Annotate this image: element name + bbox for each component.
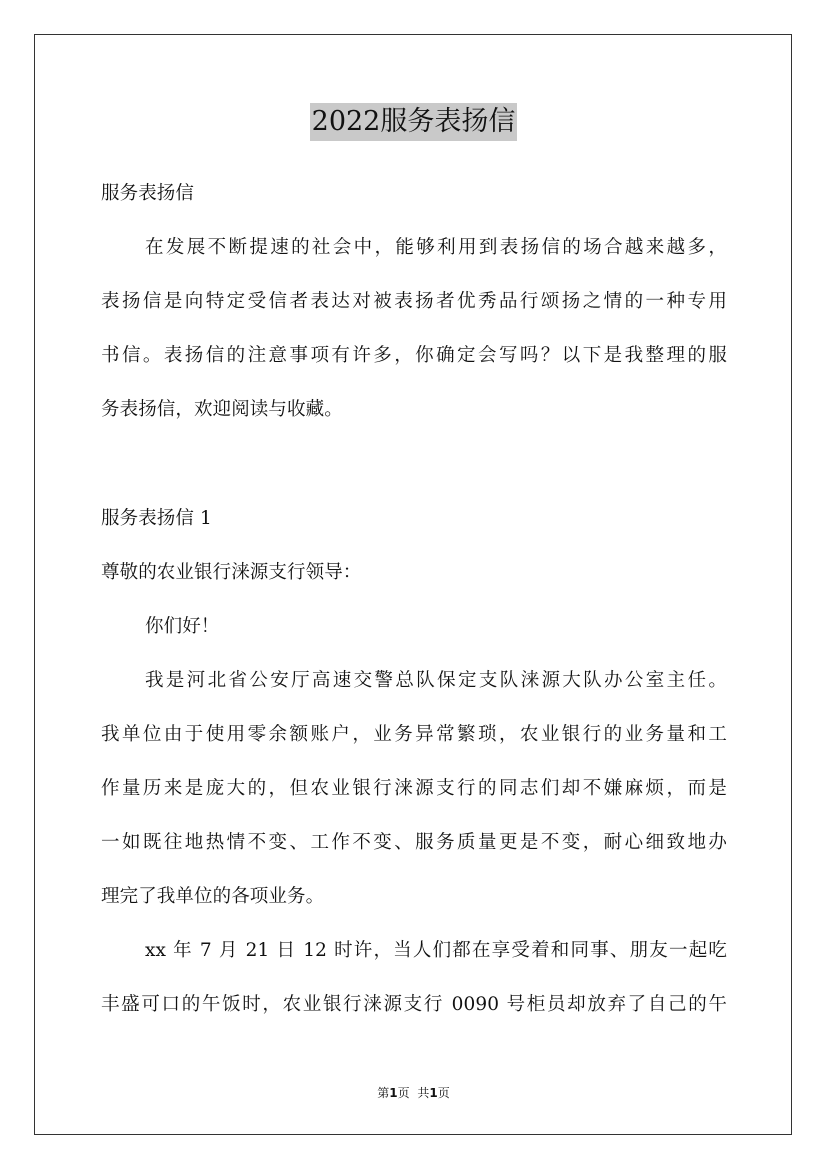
letter-heading: 服务表扬信 1 [101, 508, 212, 529]
salutation: 尊敬的农业银行涞源支行领导： [101, 562, 362, 583]
page-number: 1 [389, 1086, 398, 1100]
paragraph-line: 书信。表扬信的注意事项有许多，你确定会写吗？以下是我整理的服 [101, 345, 727, 366]
total-pages: 1 [429, 1086, 438, 1100]
greeting: 你们好！ [145, 616, 220, 637]
total-suffix: 页 [437, 1086, 450, 1100]
page-prefix: 第 [377, 1086, 390, 1100]
paragraph-line: 务表扬信，欢迎阅读与收藏。 [101, 399, 343, 420]
paragraph-line: 一如既往地热情不变、工作不变、服务质量更是不变，耐心细致地办 [101, 832, 727, 853]
section-heading: 服务表扬信 [101, 183, 195, 204]
paragraph-line: 我是河北省公安厅高速交警总队保定支队涞源大队办公室主任。 [145, 670, 727, 691]
document-title: 2022服务表扬信 [310, 103, 518, 141]
paragraph-line: 我单位由于使用零余额账户，业务异常繁琐，农业银行的业务量和工 [101, 724, 727, 745]
title-container [0, 103, 827, 141]
paragraph-line: 表扬信是向特定受信者表达对被表扬者优秀品行颂扬之情的一种专用 [101, 291, 727, 312]
paragraph-line: 理完了我单位的各项业务。 [101, 886, 325, 907]
page-suffix: 页 [397, 1086, 410, 1100]
paragraph-line: 在发展不断提速的社会中，能够利用到表扬信的场合越来越多， [145, 237, 727, 258]
total-prefix: 共 [417, 1086, 430, 1100]
paragraph-line: xx 年 7 月 21 日 12 时许，当人们都在享受着和同事、朋友一起吃 [145, 940, 727, 961]
page-footer [0, 1084, 827, 1101]
paragraph-line: 作量历来是庞大的，但农业银行涞源支行的同志们却不嫌麻烦，而是 [101, 778, 727, 799]
paragraph-line: 丰盛可口的午饭时，农业银行涞源支行 0090 号柜员却放弃了自己的午 [101, 994, 727, 1015]
